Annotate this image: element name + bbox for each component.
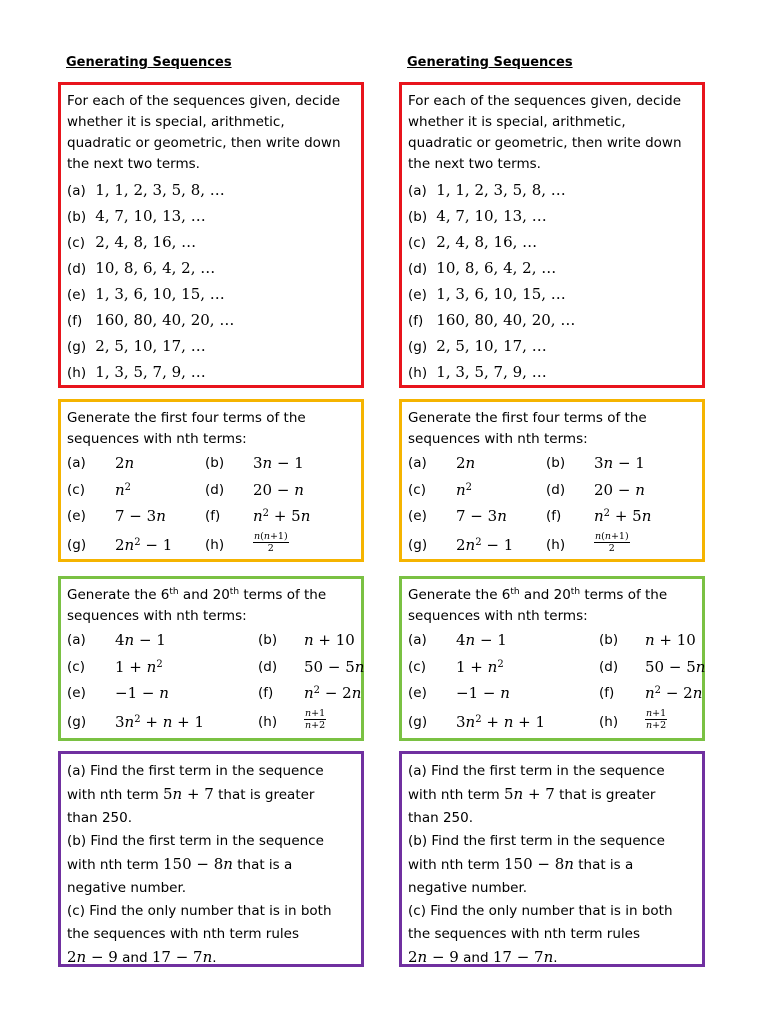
item-label: (g)	[67, 536, 87, 553]
item-label: (g)	[408, 536, 428, 553]
item-label: (b)	[599, 632, 619, 648]
task-instruction-line: sequences with nth terms:	[67, 431, 247, 447]
sequence-terms: 160, 80, 40, 20, …	[436, 311, 576, 329]
nth-term-expression: 𝑛$^2$	[115, 480, 132, 499]
nth-term-expression: 4𝑛 − 1	[456, 631, 507, 649]
task-instruction-line: Generate the first four terms of the	[67, 410, 306, 426]
problem-solving-task	[58, 751, 364, 967]
item-label: (a)	[408, 455, 427, 471]
problem-solving-task	[399, 751, 705, 967]
nth-term-expression: 7 − 3𝑛	[456, 507, 507, 525]
nth-term-fraction: $\frac{\text{𝑛+1}}{\text{𝑛+2}}$	[646, 708, 667, 731]
sequence-item	[67, 177, 361, 203]
sixth-twentieth-terms-task	[58, 576, 364, 741]
nth-term-fraction: $\frac{\text{𝑛+1}}{\text{𝑛+2}}$	[305, 708, 326, 731]
sequence-item	[408, 281, 702, 307]
task-instruction-line: Generate the 6th and 20th terms of the	[67, 587, 327, 603]
question-line: than 250.	[408, 810, 474, 826]
question-line: (a) Find the first term in the sequence	[67, 763, 324, 779]
sequence-item	[408, 359, 702, 385]
question-line: with nth term 150 − 8𝑛 that is a	[408, 855, 634, 873]
sequence-terms: 10, 8, 6, 4, 2, …	[436, 259, 557, 277]
nth-term-expression: 2𝑛$^2$ − 1	[456, 535, 514, 554]
item-label: (c)	[67, 235, 85, 251]
question-line: (c) Find the only number that is in both	[67, 903, 332, 919]
first-four-terms-task	[399, 399, 705, 562]
item-label: (b)	[205, 455, 225, 471]
item-label: (g)	[408, 339, 428, 355]
sequence-type-task	[399, 82, 705, 388]
item-label: (c)	[408, 481, 426, 498]
sequence-item	[408, 229, 702, 255]
item-label: (a)	[67, 183, 86, 199]
sequence-terms: 1, 1, 2, 3, 5, 8, …	[436, 181, 566, 199]
nth-term-grid	[67, 627, 365, 737]
sequence-item	[67, 307, 361, 333]
nth-term-expression: 20 − 𝑛	[253, 480, 304, 499]
nth-term-expression: 3𝑛$^2$ + 𝑛 + 1	[456, 712, 546, 731]
sequence-item	[67, 255, 361, 281]
worksheet-title: Generating Sequences	[66, 55, 232, 70]
item-label: (b)	[408, 209, 428, 225]
item-label: (d)	[546, 481, 566, 498]
item-label: (b)	[258, 632, 278, 648]
item-label: (h)	[67, 365, 87, 381]
item-label: (f)	[67, 313, 83, 329]
nth-term-expression: 3𝑛$^2$ + 𝑛 + 1	[115, 712, 205, 731]
item-label: (c)	[408, 235, 426, 251]
nth-term-expression: −1 − 𝑛	[456, 684, 510, 702]
nth-term-expression: 3𝑛 − 1	[594, 454, 645, 472]
nth-term-fraction: $\frac{\text{𝑛(𝑛+1)}}{2}$	[254, 531, 288, 554]
task-instruction-line: whether it is special, arithmetic,	[67, 114, 285, 130]
sequence-terms: 10, 8, 6, 4, 2, …	[95, 259, 216, 277]
nth-term-expression: 7 − 3𝑛	[115, 507, 166, 525]
item-label: (h)	[599, 713, 619, 730]
nth-term-expression: 4𝑛 − 1	[115, 631, 166, 649]
nth-term-expression: 2𝑛	[456, 454, 476, 472]
nth-term-expression: 20 − 𝑛	[594, 480, 645, 499]
item-label: (h)	[258, 713, 278, 730]
question-line: 2𝑛 − 9 and 17 − 7𝑛.	[408, 948, 558, 966]
sequence-item	[408, 333, 702, 359]
nth-term-expression: 1 + 𝑛$^2$	[115, 657, 163, 676]
question-line: (b) Find the first term in the sequence	[67, 833, 324, 849]
nth-term-expression: 𝑛$^2$ − 2𝑛	[645, 684, 703, 702]
nth-term-expression: 2𝑛$^2$ − 1	[115, 535, 173, 554]
sequence-terms: 2, 4, 8, 16, …	[436, 233, 538, 251]
item-label: (d)	[258, 658, 278, 675]
task-instruction-line: Generate the first four terms of the	[408, 410, 647, 426]
question-line: than 250.	[67, 810, 133, 826]
sequence-terms: 2, 5, 10, 17, …	[436, 337, 547, 355]
nth-term-expression: 2𝑛	[115, 454, 135, 472]
item-label: (a)	[408, 632, 427, 648]
nth-term-grid	[67, 450, 361, 560]
sequence-terms: 2, 5, 10, 17, …	[95, 337, 206, 355]
sequence-item	[67, 333, 361, 359]
task-instruction-line: sequences with nth terms:	[408, 431, 588, 447]
sequence-terms: 1, 3, 6, 10, 15, …	[95, 285, 225, 303]
sequence-item	[408, 203, 702, 229]
nth-term-grid	[408, 450, 702, 560]
sequence-item	[408, 177, 702, 203]
item-label: (f)	[258, 685, 274, 701]
item-label: (d)	[599, 658, 619, 675]
question-line: 2𝑛 − 9 and 17 − 7𝑛.	[67, 948, 217, 966]
sequence-item	[408, 255, 702, 281]
sequence-terms: 4, 7, 10, 13, …	[436, 207, 547, 225]
question-line: with nth term 5𝑛 + 7 that is greater	[408, 785, 656, 803]
question-line: negative number.	[408, 880, 528, 896]
task-instruction-line: sequences with nth terms:	[67, 608, 247, 624]
item-label: (f)	[205, 508, 221, 524]
sequence-type-task	[58, 82, 364, 388]
sequence-terms: 1, 1, 2, 3, 5, 8, …	[95, 181, 225, 199]
sequence-terms: 160, 80, 40, 20, …	[95, 311, 235, 329]
sequence-terms: 2, 4, 8, 16, …	[95, 233, 197, 251]
question-line: (c) Find the only number that is in both	[408, 903, 673, 919]
item-label: (b)	[546, 455, 566, 471]
nth-term-expression: 𝑛 + 10	[645, 631, 696, 649]
item-label: (f)	[599, 685, 615, 701]
task-instruction-line: the next two terms.	[67, 156, 200, 172]
worksheet-title: Generating Sequences	[407, 55, 573, 70]
item-label: (e)	[408, 685, 427, 701]
nth-term-expression: 1 + 𝑛$^2$	[456, 657, 504, 676]
item-label: (f)	[408, 313, 424, 329]
item-label: (h)	[408, 365, 428, 381]
nth-term-fraction: $\frac{\text{𝑛(𝑛+1)}}{2}$	[595, 531, 629, 554]
item-label: (a)	[408, 183, 427, 199]
sequence-item	[408, 307, 702, 333]
item-label: (g)	[408, 713, 428, 730]
question-line: (b) Find the first term in the sequence	[408, 833, 665, 849]
nth-term-expression: 50 − 5𝑛	[645, 657, 706, 676]
nth-term-expression: −1 − 𝑛	[115, 684, 169, 702]
nth-term-grid	[408, 627, 706, 737]
item-label: (e)	[408, 287, 427, 303]
item-label: (c)	[408, 658, 426, 675]
item-label: (c)	[67, 658, 85, 675]
item-label: (e)	[408, 508, 427, 524]
question-line: the sequences with nth term rules	[67, 926, 300, 942]
item-label: (g)	[67, 713, 87, 730]
task-instruction-line: whether it is special, arithmetic,	[408, 114, 626, 130]
item-label: (a)	[67, 455, 86, 471]
task-instruction-line: sequences with nth terms:	[408, 608, 588, 624]
sequence-terms: 1, 3, 6, 10, 15, …	[436, 285, 566, 303]
nth-term-expression: 𝑛$^2$ + 5𝑛	[253, 507, 311, 525]
nth-term-expression: 3𝑛 − 1	[253, 454, 304, 472]
nth-term-expression: 𝑛$^2$ + 5𝑛	[594, 507, 652, 525]
sequence-item	[67, 359, 361, 385]
item-label: (e)	[67, 508, 86, 524]
task-instruction-line: quadratic or geometric, then write down	[408, 135, 682, 151]
question-line: with nth term 5𝑛 + 7 that is greater	[67, 785, 315, 803]
item-label: (d)	[205, 481, 225, 498]
question-line: with nth term 150 − 8𝑛 that is a	[67, 855, 293, 873]
item-label: (d)	[67, 261, 87, 277]
item-label: (d)	[408, 261, 428, 277]
sequence-terms: 1, 3, 5, 7, 9, …	[95, 363, 206, 381]
sequence-terms: 1, 3, 5, 7, 9, …	[436, 363, 547, 381]
item-label: (a)	[67, 632, 86, 648]
item-label: (h)	[546, 536, 566, 553]
nth-term-expression: 𝑛 + 10	[304, 631, 355, 649]
task-instruction-line: quadratic or geometric, then write down	[67, 135, 341, 151]
task-instruction-line: Generate the 6th and 20th terms of the	[408, 587, 668, 603]
task-instruction-line: the next two terms.	[408, 156, 541, 172]
item-label: (h)	[205, 536, 225, 553]
question-line: (a) Find the first term in the sequence	[408, 763, 665, 779]
nth-term-expression: 𝑛$^2$ − 2𝑛	[304, 684, 362, 702]
sixth-twentieth-terms-task	[399, 576, 705, 741]
nth-term-expression: 50 − 5𝑛	[304, 657, 365, 676]
task-instruction-line: For each of the sequences given, decide	[408, 93, 682, 109]
nth-term-expression: 𝑛$^2$	[456, 480, 473, 499]
item-label: (e)	[67, 287, 86, 303]
item-label: (f)	[546, 508, 562, 524]
first-four-terms-task	[58, 399, 364, 562]
question-line: negative number.	[67, 880, 187, 896]
sequence-item	[67, 281, 361, 307]
sequence-terms: 4, 7, 10, 13, …	[95, 207, 206, 225]
question-line: the sequences with nth term rules	[408, 926, 641, 942]
item-label: (g)	[67, 339, 87, 355]
item-label: (c)	[67, 481, 85, 498]
sequence-item	[67, 229, 361, 255]
item-label: (e)	[67, 685, 86, 701]
item-label: (b)	[67, 209, 87, 225]
task-instruction-line: For each of the sequences given, decide	[67, 93, 341, 109]
sequence-item	[67, 203, 361, 229]
